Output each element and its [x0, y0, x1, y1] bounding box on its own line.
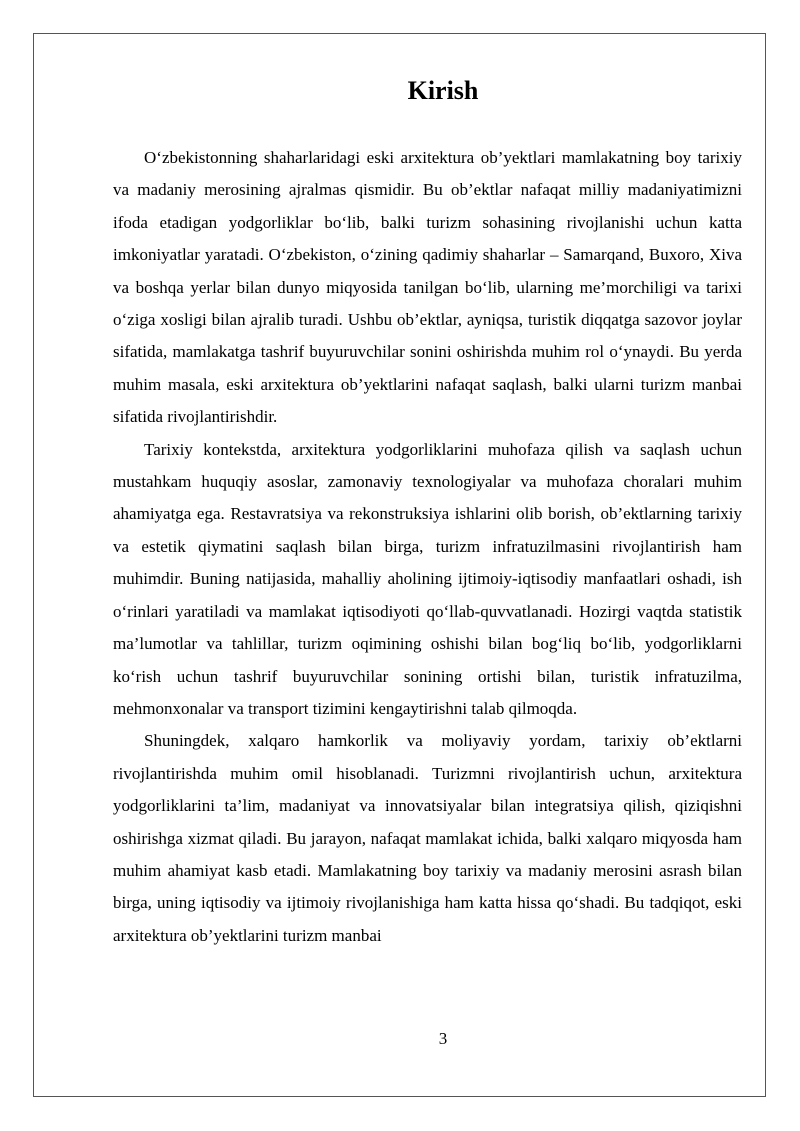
paragraph-3: Shuningdek, xalqaro hamkorlik va moliyaviy yordam, tarixiy ob’ektlarni rivojlantirishda muhim omil hisoblanadi. Turizmni rivojlantirish uchun, arxitektura yodgorliklarini ta’lim, madaniyat va innovatsiyalar bilan integratsiya qilish, qiziqishni oshirishga xizmat qiladi. Bu jarayon, nafaqat mamlakat ichida, balki xalqaro miqyosda ham muhim ahamiyat kasb etadi. Mamlakatning boy tarixiy va madaniy merosini asrash bilan birga, uning iqtisodiy va ijtimoiy rivojlanishiga ham katta hissa qo‘shadi. Bu tadqiqot, eski arxitektura ob’yektlarini turizm manbai	[113, 731, 742, 945]
page-title: Kirish	[407, 76, 479, 105]
paragraph-2: Tarixiy kontekstda, arxitektura yodgorliklarini muhofaza qilish va saqlash uchun mustahkam huquqiy asoslar, zamonaviy texnologiyalar va muhofaza choralari muhim ahamiyatga ega. Restavratsiya va rekonstruksiya ishlarini olib borish, ob’ektlarning tarixiy va estetik qiymatini saqlash bilan birga, turizm infratuzilmasini rivojlantirish ham muhimdir. Buning natijasida, mahalliy aholining ijtimoiy-iqtisodiy manfaatlari oshadi, ish o‘rinlari yaratiladi va mamlakat iqtisodiyoti qo‘llab-quvvatlanadi. Hozirgi vaqtda statistik ma’lumotlar va tahlillar, turizm oqimining oshishi bilan bog‘liq bo‘lib, yodgorliklarni ko‘rish uchun tashrif buyuruvchilar sonining ortishi bilan, turistik infratuzilma, mehmonxonalar va transport tizimini kengaytirishni talab qilmoqda.	[113, 439, 742, 718]
paragraph-1: O‘zbekistonning shaharlaridagi eski arxitektura ob’yektlari mamlakatning boy tarixiy va madaniy merosining ajralmas qismidir. Bu ob’ektlar nafaqat milliy madaniyatimizni ifoda etadigan yodgorliklar bo‘lib, balki turizm sohasining rivojlanishi uchun katta imkoniyatlar yaratadi. O‘zbekiston, o‘zining qadimiy shaharlar – Samarqand, Buxoro, Xiva va boshqa yerlar bilan dunyo miqyosida tanilgan bo‘lib, ularning me’morchiligi va tarixi o‘ziga xosligi bilan ajralib turadi. Ushbu ob’ektlar, ayniqsa, turistik diqqatga sazovor joylar sifatida, mamlakatga tashrif buyuruvchilar sonini oshirishda muhim rol o‘ynaydi. Bu yerda muhim masala, eski arxitektura ob’yektlarini nafaqat saqlash, balki ularni turizm manbai sifatida rivojlantirishdir.	[113, 148, 742, 427]
body-text	[113, 142, 742, 952]
page-number: 3	[438, 1029, 448, 1048]
